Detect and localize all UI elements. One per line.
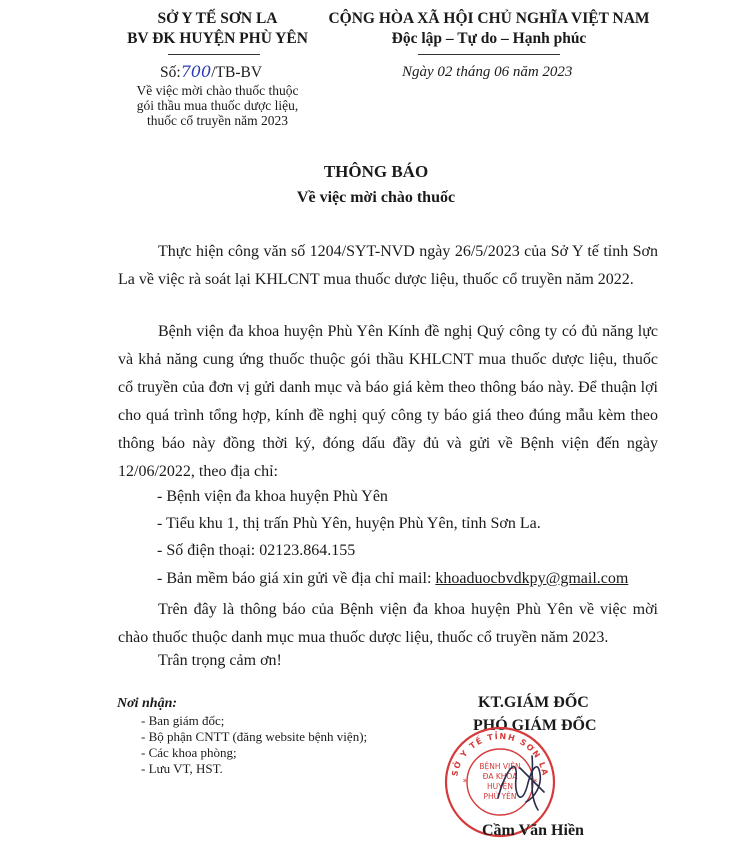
org-line-2: BV ĐK HUYỆN PHÙ YÊN — [127, 30, 308, 47]
email-link[interactable]: khoaduocbvdkpy@gmail.com — [435, 570, 629, 587]
document-number — [160, 62, 262, 82]
recipient-item: - Bộ phận CNTT (đăng website bệnh viện); — [141, 729, 368, 744]
document-subject — [95, 83, 340, 128]
national-header — [318, 9, 660, 49]
stamp-center-line-2: ĐA KHOA — [482, 772, 518, 781]
stamp-star-left: * — [462, 778, 468, 788]
doc-no-prefix: Số: — [160, 64, 181, 81]
nation-line-2: Độc lập – Tự do – Hạnh phúc — [391, 30, 587, 47]
stamp-star-right: * — [532, 778, 538, 788]
paragraph-1: Thực hiện công văn số 1204/SYT-NVD ngày 26/5/2023 của Sở Y tế tỉnh Sơn La về việc rà soát lại KHLCNT mua thuốc dược liệu, thuốc cổ truyền năm 2022. — [118, 243, 658, 288]
stamp-ring-text: SỞ Y TẾ TỈNH SƠN LA — [450, 731, 550, 778]
doc-no-handwritten: 700 — [180, 62, 212, 81]
doc-no-suffix: /TB-BV — [211, 64, 263, 81]
recipients-label: Nơi nhận: — [117, 696, 178, 711]
email-line — [157, 568, 628, 590]
subject-line-3: thuốc cổ truyền năm 2023 — [147, 113, 288, 128]
signature-title-2: PHÓ GIÁM ĐỐC — [473, 717, 597, 734]
document-date: Ngày 02 tháng 06 năm 2023 — [402, 64, 573, 80]
stamp-center-line-4: PHÙ YÊN — [483, 792, 517, 801]
address-item: - Tiểu khu 1, thị trấn Phù Yên, huyện Phù Yên, tỉnh Sơn La. — [157, 515, 541, 532]
org-underline — [168, 54, 260, 55]
nation-underline — [418, 54, 560, 55]
handwritten-signature — [488, 738, 558, 818]
signature-title-1: KT.GIÁM ĐỐC — [478, 694, 589, 711]
stamp-center-line-1: BỆNH VIỆN — [479, 762, 521, 771]
recipient-item: - Các khoa phòng; — [141, 745, 237, 760]
nation-line-1: CỘNG HÒA XÃ HỘI CHỦ NGHĨA VIỆT NAM — [328, 10, 650, 27]
subject-line-1: Về việc mời chào thuốc thuộc — [136, 83, 299, 98]
organization-header — [95, 9, 340, 49]
thanks-line: Trân trọng cảm ơn! — [158, 652, 282, 669]
address-item: - Bệnh viện đa khoa huyện Phù Yên — [157, 488, 388, 505]
document-subtitle: Về việc mời chào thuốc — [296, 189, 456, 206]
stamp-center-line-3: HUYỆN — [486, 782, 514, 791]
recipient-item: - Lưu VT, HST. — [141, 761, 223, 776]
email-prefix: - Bản mềm báo giá xin gửi về địa chỉ mail: — [157, 570, 436, 587]
subject-line-2: gói thầu mua thuốc dược liệu, — [136, 98, 299, 113]
document-title: THÔNG BÁO — [323, 162, 429, 181]
recipients-block — [117, 695, 367, 777]
closing-paragraph: Trên đây là thông báo của Bệnh viện đa khoa huyện Phù Yên về việc mời chào thuốc thuộc danh mục mua thuốc dược liệu, thuốc cổ truyền năm 2023. — [118, 601, 658, 646]
phone-item: - Số điện thoại: 02123.864.155 — [157, 542, 356, 559]
signer-name: Cầm Văn Hiền — [482, 822, 584, 839]
paragraph-2: Bệnh viện đa khoa huyện Phù Yên Kính đề nghị Quý công ty có đủ năng lực và khả năng cung ứng thuốc thuộc gói thầu KHLCNT mua thuốc dược liệu, thuốc cổ truyền của đơn vị gửi danh mục và báo giá kèm theo thông báo này. Để thuận lợi cho quá trình tổng hợp, kính đề nghị quý công ty báo giá theo đúng mẫu kèm theo thông báo này đồng thời ký, đóng dấu đầy đủ và gửi về Bệnh viện đến ngày 12/06/2022, theo địa chỉ: — [118, 323, 658, 480]
recipient-item: - Ban giám đốc; — [141, 713, 225, 728]
org-line-1: SỞ Y TẾ SƠN LA — [157, 10, 278, 27]
